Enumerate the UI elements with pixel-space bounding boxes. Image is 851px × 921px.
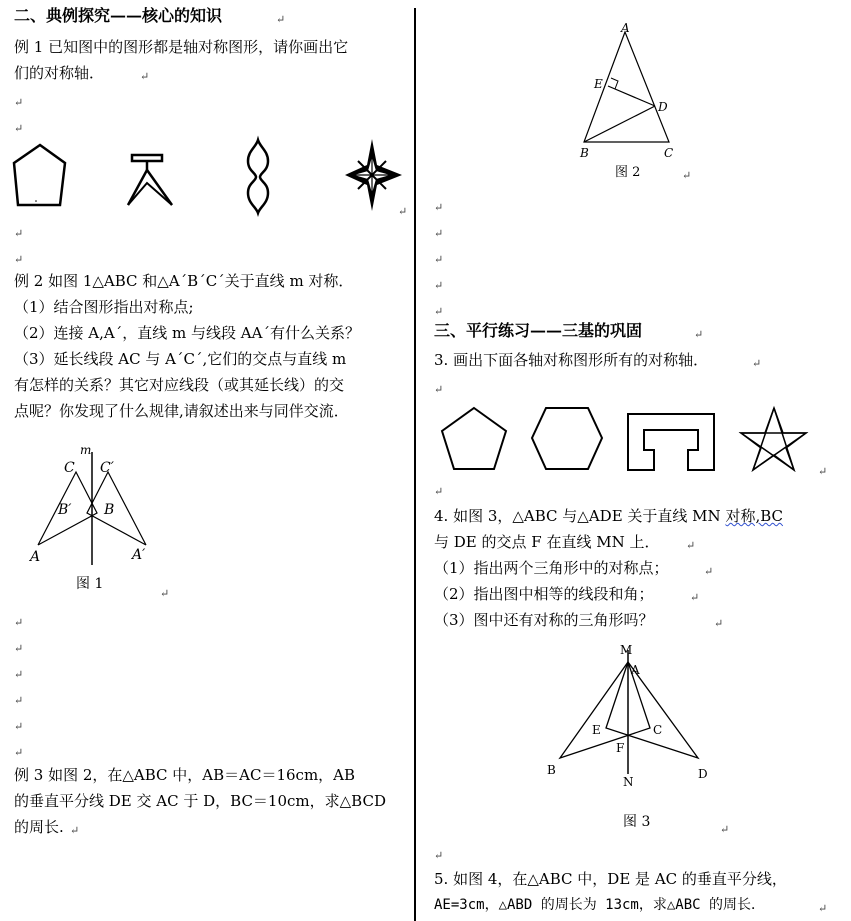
question-5-line-1: 5. 如图 4，在△ABC 中，DE 是 AC 的垂直平分线， (434, 870, 787, 888)
paragraph-mark: ↵ (434, 849, 444, 862)
question-4-line-3: （1）指出两个三角形中的对称点； (434, 559, 669, 577)
paragraph-mark: ↵ (434, 383, 444, 396)
fig3-caption: 图 3 (623, 814, 651, 830)
fig2-label-b: B (580, 146, 589, 160)
paragraph-mark: ↵ (752, 357, 762, 370)
paragraph-mark: ↵ (818, 465, 828, 478)
paragraph-mark: ↵ (14, 694, 24, 707)
fig1-label-a: A (30, 549, 41, 565)
figure-2 (572, 20, 692, 180)
paragraph-mark: ↵ (14, 746, 24, 759)
question-4-line-5: （3）图中还有对称的三角形吗？ (434, 611, 654, 629)
paragraph-mark: ↵ (720, 823, 730, 836)
fig2-label-e: E (594, 77, 603, 91)
example-3-line-1: 例 3 如图 2，在△ABC 中，AB＝AC＝16cm，AB (14, 766, 356, 784)
example-3-line-2: 的垂直平分线 DE 交 AC 于 D，BC＝10cm，求△BCD (14, 792, 386, 810)
paragraph-mark: ↵ (818, 902, 828, 915)
paragraph-mark: ↵ (434, 305, 444, 318)
star-shape (741, 408, 806, 470)
arrow-roof-shape (128, 155, 172, 205)
figure-1 (20, 440, 180, 600)
paragraph-mark: ↵ (398, 205, 408, 218)
fig1-label-c-prime: C′ (100, 460, 114, 476)
vase-shape (248, 140, 268, 213)
paragraph-mark: ↵ (14, 642, 24, 655)
fig3-label-b: B (547, 763, 556, 777)
example-2-line-3: （2）连接 A,A´，直线 m 与线段 AA´有什么关系？ (14, 324, 360, 342)
example-2-line-5: 有怎样的关系？其它对应线段（或其延长线）的交 (14, 376, 345, 394)
paragraph-mark: ↵ (434, 279, 444, 292)
paragraph-mark: ↵ (434, 227, 444, 240)
paragraph-mark: ↵ (690, 591, 700, 604)
fig1-caption: 图 1 (76, 576, 104, 592)
hexagon-shape (532, 408, 602, 469)
fig1-label-a-prime: A′ (132, 547, 146, 563)
example-2-line-6: 点呢？你发现了什么规律,请叙述出来与同伴交流． (14, 402, 349, 420)
paragraph-mark: ↵ (70, 824, 80, 837)
example-2-line-1: 例 2 如图 1△ABC 和△A´B´C´关于直线 m 对称． (14, 272, 354, 290)
pentagon-shape (14, 145, 65, 205)
fig3-label-e: E (592, 723, 601, 737)
example-2-line-2: （1）结合图形指出对称点; (14, 298, 194, 316)
example-1-line-2: 们的对称轴． (14, 64, 105, 82)
section-heading-3: 三、平行练习——三基的巩固 (434, 321, 643, 340)
example-1-line-1: 例 1 已知图中的图形都是轴对称图形，请你画出它 (14, 38, 349, 56)
paragraph-mark: ↵ (704, 565, 714, 578)
question-3-shapes (422, 400, 851, 480)
paragraph-mark: ↵ (14, 122, 24, 135)
section-heading-2: 二、典例探究——核心的知识 (14, 6, 223, 25)
paragraph-mark: ↵ (14, 720, 24, 733)
paragraph-mark: ↵ (14, 96, 24, 109)
paragraph-mark: ↵ (434, 485, 444, 498)
fig1-label-b-prime: B′ (58, 502, 72, 518)
fig2-label-d: D (658, 100, 668, 114)
paragraph-mark: ↵ (434, 253, 444, 266)
question-4-line-1-underlined: 对称,BC (725, 507, 783, 525)
fig1-label-c: C (64, 460, 75, 476)
question-5-line-2: AE=3cm，△ABD 的周长为 13cm，求△ABC 的周长． (434, 897, 766, 913)
fig3-label-m: M (620, 643, 633, 657)
compass-star-shape (345, 139, 402, 211)
example-1-shapes (0, 135, 413, 220)
bracket-shape (628, 414, 714, 470)
paragraph-mark: ↵ (714, 617, 724, 630)
paragraph-mark: ↵ (682, 169, 692, 182)
paragraph-mark: ↵ (14, 253, 24, 266)
example-3-line-3: 的周长. (14, 818, 64, 836)
question-4-line-4: （2）指出图中相等的线段和角； (434, 585, 654, 603)
fig2-label-c: C (664, 146, 674, 160)
paragraph-mark: ↵ (434, 201, 444, 214)
paragraph-mark: ↵ (686, 539, 696, 552)
column-divider (414, 8, 416, 921)
fig2-label-a: A (621, 21, 630, 35)
paragraph-mark: ↵ (14, 227, 24, 240)
paragraph-mark: ↵ (14, 668, 24, 681)
question-4-line-1-text: 4. 如图 3，△ABC 与△ADE 关于直线 MN (434, 507, 726, 525)
example-2-line-4: （3）延长线段 AC 与 A´C´,它们的交点与直线 m (14, 350, 347, 368)
paragraph-mark: ↵ (694, 328, 704, 341)
fig3-label-c: C (653, 723, 663, 737)
fig3-label-f: F (616, 741, 625, 755)
question-4-line-2: 与 DE 的交点 F 在直线 MN 上． (434, 533, 660, 551)
paragraph-mark: ↵ (276, 13, 286, 26)
paragraph-mark: ↵ (160, 587, 170, 600)
question-3: 3. 画出下面各轴对称图形所有的对称轴． (434, 351, 709, 369)
paragraph-mark: ↵ (14, 616, 24, 629)
fig1-label-b: B (104, 502, 115, 518)
question-4-line-1 (434, 506, 783, 526)
fig3-label-a: A (631, 663, 640, 677)
regular-pentagon-shape (442, 408, 506, 469)
fig3-label-d: D (698, 767, 708, 781)
fig1-label-m: m (80, 443, 92, 457)
fig2-caption: 图 2 (615, 165, 641, 180)
paragraph-mark: ↵ (140, 70, 150, 83)
fig3-label-n: N (623, 775, 634, 789)
figure-3 (532, 636, 732, 836)
